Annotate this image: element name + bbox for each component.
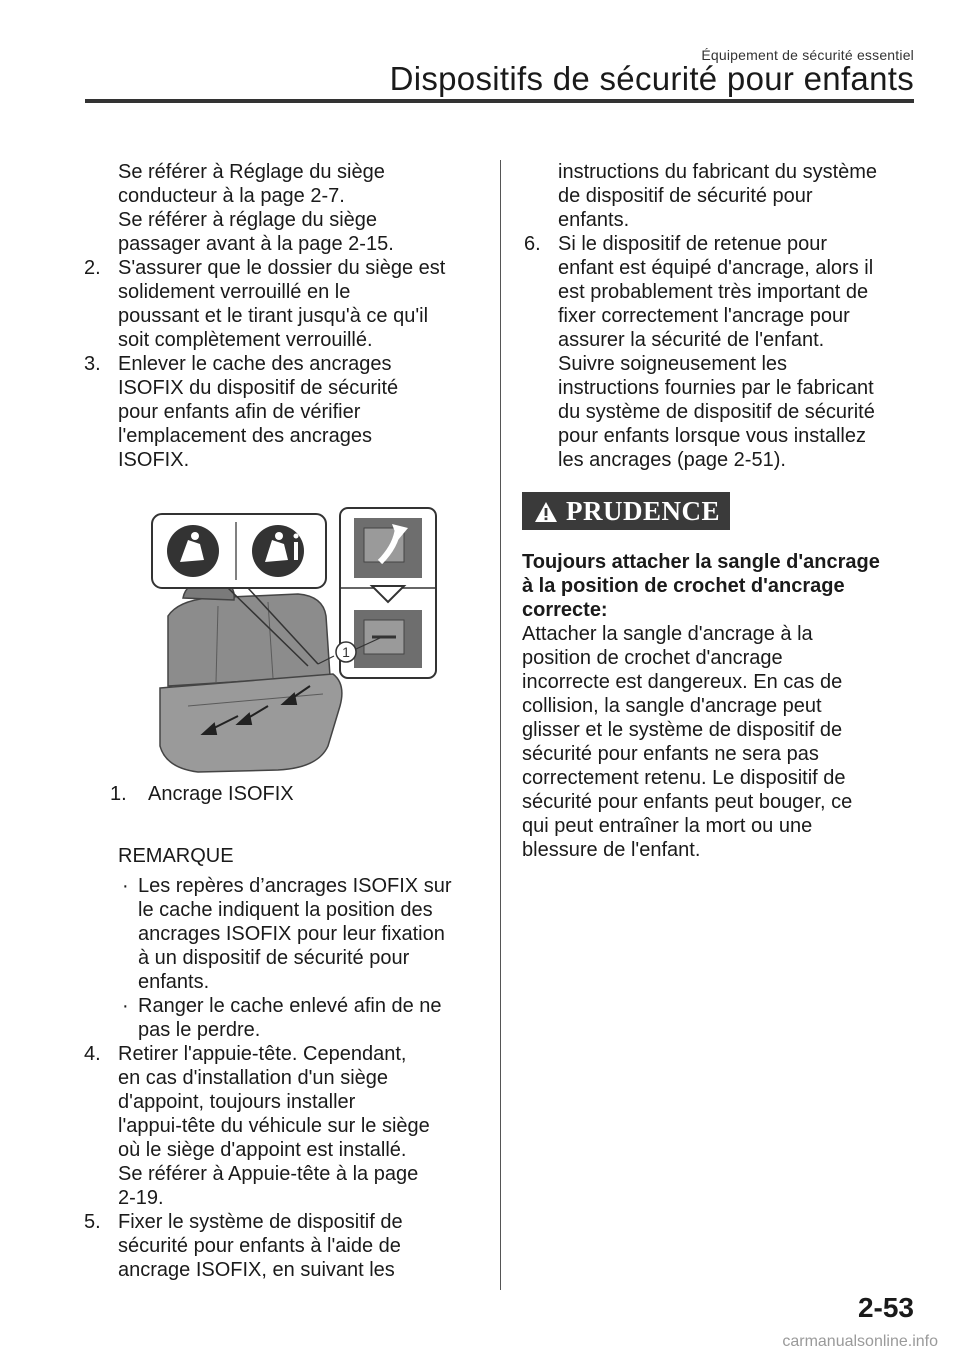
step-number: 4. <box>84 1043 101 1065</box>
text-line: blessure de l'enfant. <box>522 839 701 861</box>
text-line: ISOFIX. <box>118 449 190 471</box>
page-title: Dispositifs de sécurité pour enfants <box>389 60 914 97</box>
right-column <box>522 160 917 862</box>
text-line: Enlever le cache des ancrages <box>118 353 392 375</box>
text-line: poussant et le tirant jusqu'à ce qu'il <box>118 305 429 327</box>
text-line: soit complètement verrouillé. <box>118 329 373 351</box>
text-line: ISOFIX du dispositif de sécurité <box>118 377 399 399</box>
text-line: sécurité pour enfants ne sera pas <box>522 743 819 765</box>
step-4 <box>82 1042 477 1210</box>
header-rule <box>85 99 914 103</box>
text-line: pour enfants lorsque vous installez <box>558 425 866 447</box>
text-line: l'appui-tête du véhicule sur le siège <box>118 1115 430 1137</box>
text-line: enfants. <box>558 209 630 231</box>
remark-bullet <box>82 994 477 1042</box>
text-line: Ranger le cache enlevé afin de ne <box>138 995 442 1017</box>
step-number: 5. <box>84 1211 101 1233</box>
text-line: Se référer à Appuie-tête à la page <box>118 1163 419 1185</box>
step-2 <box>82 256 477 352</box>
text-line: Attacher la sangle d'ancrage à la <box>522 623 813 645</box>
caption-text: Ancrage ISOFIX <box>148 783 294 805</box>
text-line: les ancrages (page 2-51). <box>558 449 786 471</box>
section-label: Équipement de sécurité essentiel <box>701 47 914 63</box>
text-line: correcte: <box>522 599 608 621</box>
page-number: 2-53 <box>857 1292 914 1323</box>
text-line: Se référer à Réglage du siège <box>118 161 385 183</box>
warning-body <box>522 622 917 862</box>
step-5-continued <box>522 160 917 232</box>
text-line: Retirer l'appuie-tête. Cependant, <box>118 1043 407 1065</box>
text-line: glisser et le système de dispositif de <box>522 719 843 741</box>
rear-seat-isofix-illustration <box>148 506 440 776</box>
text-line: conducteur à la page 2-7. <box>118 185 345 207</box>
text-line: de dispositif de sécurité pour <box>558 185 813 207</box>
text-line: Les repères d’ancrages ISOFIX sur <box>138 875 452 897</box>
step-5 <box>82 1210 477 1282</box>
text-line: d'appoint, toujours installer <box>118 1091 356 1113</box>
text-line: pour enfants afin de vérifier <box>118 401 361 423</box>
step-number: 2. <box>84 257 101 279</box>
text-line: enfant est équipé d'ancrage, alors il <box>558 257 874 279</box>
text-line: instructions du fabricant du système <box>558 161 878 183</box>
step-3 <box>82 352 477 472</box>
warning-badge <box>522 492 730 530</box>
text-line: Si le dispositif de retenue pour <box>558 233 828 255</box>
text-line: Fixer le système de dispositif de <box>118 1211 403 1233</box>
left-column <box>82 160 477 1282</box>
text-line: solidement verrouillé en le <box>118 281 351 303</box>
text-line: Se référer à réglage du siège <box>118 209 378 231</box>
warning-heading <box>522 550 917 622</box>
warning-triangle-icon <box>534 495 558 533</box>
text-line: en cas d'installation d'un siège <box>118 1067 389 1089</box>
text-line: pas le perdre. <box>138 1019 261 1041</box>
text-line: Suivre soigneusement les <box>558 353 788 375</box>
text-line: position de crochet d'ancrage <box>522 647 783 669</box>
text-line: du système de dispositif de sécurité <box>558 401 875 423</box>
column-divider <box>500 160 501 1290</box>
text-line: instructions fournies par le fabricant <box>558 377 874 399</box>
remark-bullet <box>82 874 477 994</box>
text-line: l'emplacement des ancrages <box>118 425 372 447</box>
remark-title: REMARQUE <box>118 845 234 867</box>
text-line: ancrages ISOFIX pour leur fixation <box>138 923 445 945</box>
text-line: qui peut entraîner la mort ou une <box>522 815 813 837</box>
step-number: 6. <box>524 233 541 255</box>
text-line: où le siège d'appoint est installé. <box>118 1139 407 1161</box>
isofix-figure <box>148 506 440 776</box>
watermark: carmanualsonline.info <box>782 1333 938 1350</box>
warning-label: PRUDENCE <box>566 496 721 526</box>
text-line: 2-19. <box>118 1187 164 1209</box>
text-line: Toujours attacher la sangle d'ancrage <box>522 551 880 573</box>
text-line: collision, la sangle d'ancrage peut <box>522 695 822 717</box>
bullet-dot: · <box>122 995 129 1017</box>
text-line: passager avant à la page 2-15. <box>118 233 394 255</box>
text-line: incorrecte est dangereux. En cas de <box>522 671 843 693</box>
callout-label: 1 <box>342 644 350 660</box>
text-line: sécurité pour enfants à l'aide de <box>118 1235 401 1257</box>
text-line: est probablement très important de <box>558 281 869 303</box>
text-line: assurer la sécurité de l'enfant. <box>558 329 825 351</box>
text-line: sécurité pour enfants peut bouger, ce <box>522 791 853 813</box>
text-line: correctement retenu. Le dispositif de <box>522 767 846 789</box>
intro-text <box>82 160 477 256</box>
step-6 <box>522 232 917 472</box>
figure-caption <box>110 782 477 806</box>
text-line: à la position de crochet d'ancrage <box>522 575 845 597</box>
step-number: 3. <box>84 353 101 375</box>
text-line: fixer correctement l'ancrage pour <box>558 305 850 327</box>
text-line: enfants. <box>138 971 210 993</box>
text-line: à un dispositif de sécurité pour <box>138 947 410 969</box>
text-line: S'assurer que le dossier du siège est <box>118 257 446 279</box>
caption-number: 1. <box>110 783 127 805</box>
bullet-dot: · <box>122 875 129 897</box>
text-line: le cache indiquent la position des <box>138 899 433 921</box>
text-line: ancrage ISOFIX, en suivant les <box>118 1259 395 1281</box>
